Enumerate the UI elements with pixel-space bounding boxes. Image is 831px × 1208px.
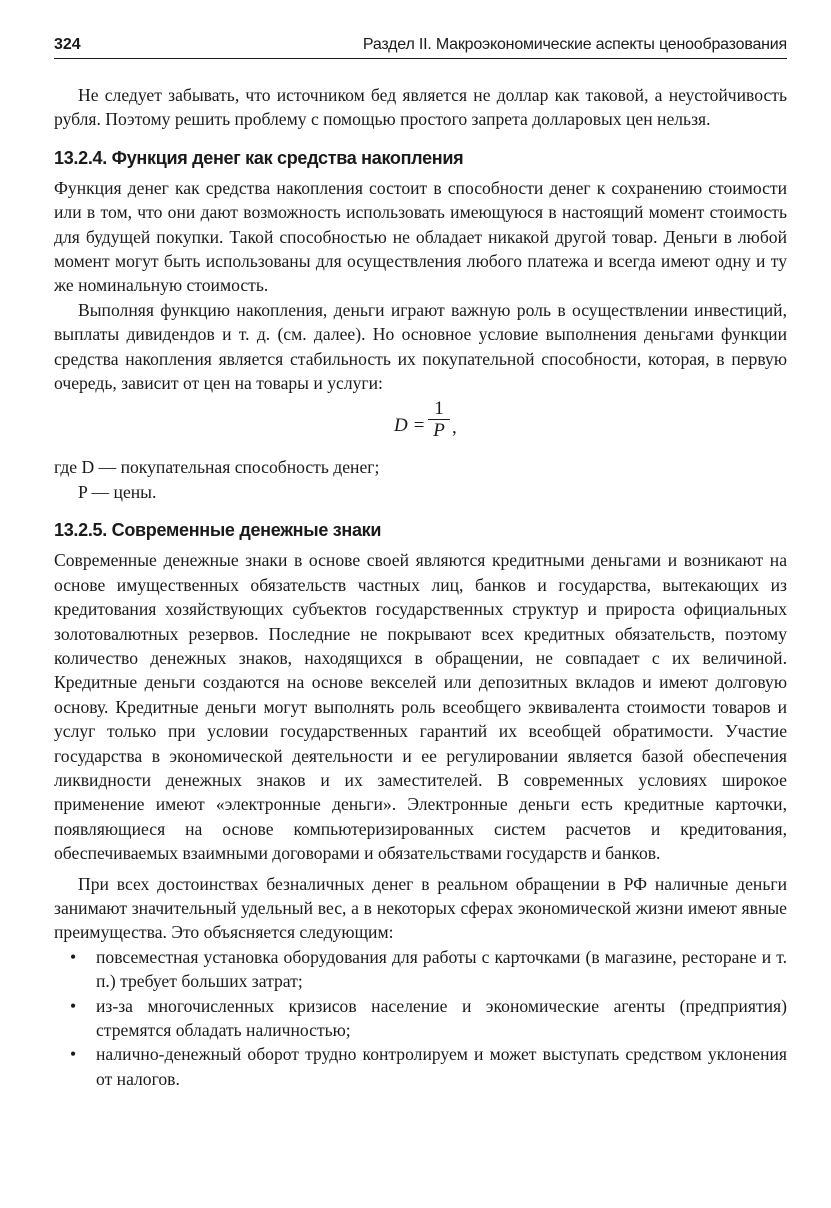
formula-legend (54, 455, 787, 504)
formula-comma: , (452, 417, 457, 439)
list-item (54, 1042, 787, 1091)
formula-legend-line-1: где D — покупательная способность денег; (54, 457, 380, 478)
section-heading-13-2-4: 13.2.4. Функция денег как средства накопления (54, 147, 464, 168)
paragraph-intro: Не следует забывать, что источником бед является не доллар как таковой, а неустойчивость рубля. Поэтому решить проблему с помощью простого запрета долларовых цен нельзя. (54, 85, 787, 130)
list-item (54, 945, 787, 994)
paragraph-s2-2: При всех достоинствах безналичных денег в реальном обращении в РФ наличные деньги занимают значительный удельный вес, а в некоторых сферах экономической жизни имеют явные преимущества. Это объясняется следующим: (54, 873, 787, 943)
list-item-text: налично-денежный оборот трудно контролируем и может выступать средством уклонения от налогов. (96, 1044, 787, 1089)
formula-legend-line-2: P — цены. (78, 481, 157, 502)
bullet-symbol: • (70, 1044, 77, 1065)
running-title: Раздел II. Макроэкономические аспекты ценообразования (362, 36, 787, 53)
formula-purchasing-power (54, 395, 787, 455)
paragraph-s2-1: Современные денежные знаки в основе своей являются кредитными деньгами и возникают на основе имущественных обязательств частных лиц, банков и государства, вытекающих из кредитования хозяйствующих субъектов государственных структур и прироста официальных золотовалютных резервов. Последние не покрывают всех кредитных обязательств, поэтому количество денежных знаков, находящихся в обращении, не совпадает с их величиной. Кредитные деньги создаются на основе векселей или депозитных вкладов и имеют долговую основу. Кредитные деньги могут выполнять роль всеобщего эквивалента стоимости товаров и услуг только при условии государственных гарантий их всеобщей обратимости. Участие государства в экономической деятельности и ее регулировании является базой обеспечения ликвидности денежных знаков и их заместителей. В современных условиях широкое применение имеют «электронные деньги». Электронные деньги есть кредитные карточки, появляющиеся на основе компьютеризированных систем расчетов и кредитования, обеспечиваемых взаимными договорами и обязательствами государств и банков. (54, 550, 787, 864)
paragraph-s1-2: Выполняя функцию накопления, деньги играют важную роль в осуществлении инвестиций, выплаты дивидендов и т. д. (см. далее). Но основное условие выполнения деньгами функции средства накопления является стабильность их покупательной способности, которая, в первую очередь, зависит от цен на товары и услуги: (54, 299, 787, 394)
page-number: 324 (54, 36, 81, 53)
bullet-symbol: • (70, 995, 77, 1016)
bullet-list (54, 945, 787, 1091)
bullet-symbol: • (70, 946, 77, 967)
page-content (54, 83, 787, 1091)
formula-fraction (428, 399, 450, 442)
running-header (54, 30, 787, 59)
list-item (54, 994, 787, 1043)
list-item-text: из-за многочисленных кризисов население и экономические агенты (предприятия) стремятся обладать наличностью; (96, 995, 787, 1040)
section-heading-13-2-5: 13.2.5. Современные денежные знаки (54, 520, 382, 541)
formula-numerator: 1 (428, 399, 450, 420)
paragraph-s1-1: Функция денег как средства накопления состоит в способности денег к сохранению стоимости или в том, что они дают возможность использовать имеющуюся в настоящий момент стоимость для будущей покупки. Такой способностью не обладает никакой другой товар. Деньги в любой момент могут быть использованы для осуществления любого платежа и всегда имеют одну и ту же номинальную стоимость. (54, 177, 787, 296)
formula-denominator: P (433, 420, 445, 442)
formula-lhs: D = (394, 415, 426, 437)
list-item-text: повсеместная установка оборудования для работы с карточками (в магазине, ресторане и т. п.) требует больших затрат; (96, 946, 787, 992)
